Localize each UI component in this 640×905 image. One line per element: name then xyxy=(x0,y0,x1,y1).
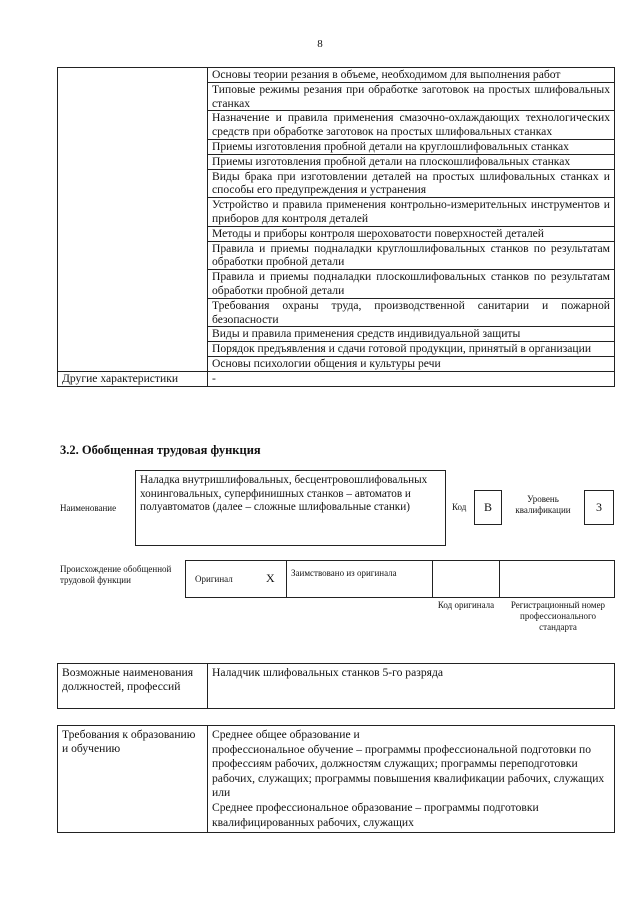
page-number: 8 xyxy=(317,38,323,50)
knowledge-table-left-cell xyxy=(58,68,208,372)
education-line: профессиональное обучение – программы профессиональной подготовки по профессиям рабочих, должностям служащих; программы переподготовки рабочих, служащих; программы повышения квалификации рабочих, служащих xyxy=(212,742,605,785)
knowledge-item: Приемы изготовления пробной детали на круглошлифовальных станках xyxy=(208,139,615,154)
possible-names-table xyxy=(57,663,615,709)
registration-number-caption: Регистрационный номер профессионального стандарта xyxy=(510,600,606,632)
possible-names-value: Наладчик шлифовальных станков 5-го разряда xyxy=(208,664,615,709)
origin-row xyxy=(185,560,615,598)
knowledge-item: Правила и приемы подналадки плоскошлифовальных станков по результатам обработки пробной детали xyxy=(208,270,615,299)
knowledge-item: Основы теории резания в объеме, необходимом для выполнения работ xyxy=(208,68,615,83)
knowledge-item: Устройство и правила применения контрольно-измерительных инструментов и приборов для контроля деталей xyxy=(208,198,615,227)
education-line: Среднее профессиональное образование – программы подготовки квалифицированных рабочих, служащих xyxy=(212,800,539,829)
knowledge-table xyxy=(57,67,615,387)
function-name-box: Наладка внутришлифовальных, бесцентровошлифовальных хонинговальных, суперфинишных станков – автоматов и полуавтоматов (далее – сложные шлифовальные станки) xyxy=(135,470,446,546)
borrowed-cell xyxy=(286,560,433,598)
education-value xyxy=(208,726,615,833)
other-characteristics-value: - xyxy=(208,371,615,386)
knowledge-item: Правила и приемы подналадки круглошлифовальных станков по результатам обработки пробной детали xyxy=(208,241,615,270)
education-line: или xyxy=(212,786,231,800)
knowledge-item: Типовые режимы резания при обработке заготовок на простых шлифовальных станках xyxy=(208,82,615,111)
origin-label: Происхождение обобщенной трудовой функции xyxy=(60,564,172,585)
borrowed-label: Заимствовано из оригинала xyxy=(291,568,397,578)
knowledge-item: Виды брака при изготовлении деталей на простых шлифовальных станках и способы его предупреждения и устранения xyxy=(208,169,615,198)
knowledge-item: Назначение и правила применения смазочно-охлаждающих технологических средств при обработке заготовок на простых шлифовальных станках xyxy=(208,111,615,140)
original-label: Оригинал xyxy=(195,574,233,584)
code-label: Код xyxy=(452,502,467,512)
knowledge-item: Методы и приборы контроля шероховатости поверхностей деталей xyxy=(208,226,615,241)
original-cell xyxy=(185,560,287,598)
original-mark: X xyxy=(266,571,275,585)
knowledge-item: Требования охраны труда, производственной санитарии и пожарной безопасности xyxy=(208,298,615,327)
education-line: Среднее общее образование и xyxy=(212,728,360,741)
registration-number-cell xyxy=(499,560,615,598)
knowledge-item: Приемы изготовления пробной детали на плоскошлифовальных станках xyxy=(208,154,615,169)
knowledge-item: Виды и правила применения средств индивидуальной защиты xyxy=(208,327,615,342)
qualification-level-value: 3 xyxy=(584,490,614,525)
qualification-level-label: Уровень квалификации xyxy=(515,494,571,515)
other-characteristics-label: Другие характеристики xyxy=(58,371,208,386)
education-label: Требования к образованию и обучению xyxy=(58,726,208,833)
name-label: Наименование xyxy=(60,503,117,513)
code-original-cell xyxy=(432,560,500,598)
code-value: В xyxy=(474,490,502,525)
education-table xyxy=(57,725,615,833)
section-title: 3.2. Обобщенная трудовая функция xyxy=(60,443,261,457)
possible-names-label: Возможные наименования должностей, профессий xyxy=(58,664,208,709)
code-original-caption: Код оригинала xyxy=(437,600,495,610)
knowledge-item: Основы психологии общения и культуры речи xyxy=(208,356,615,371)
knowledge-item: Порядок предъявления и сдачи готовой продукции, принятый в организации xyxy=(208,342,615,357)
